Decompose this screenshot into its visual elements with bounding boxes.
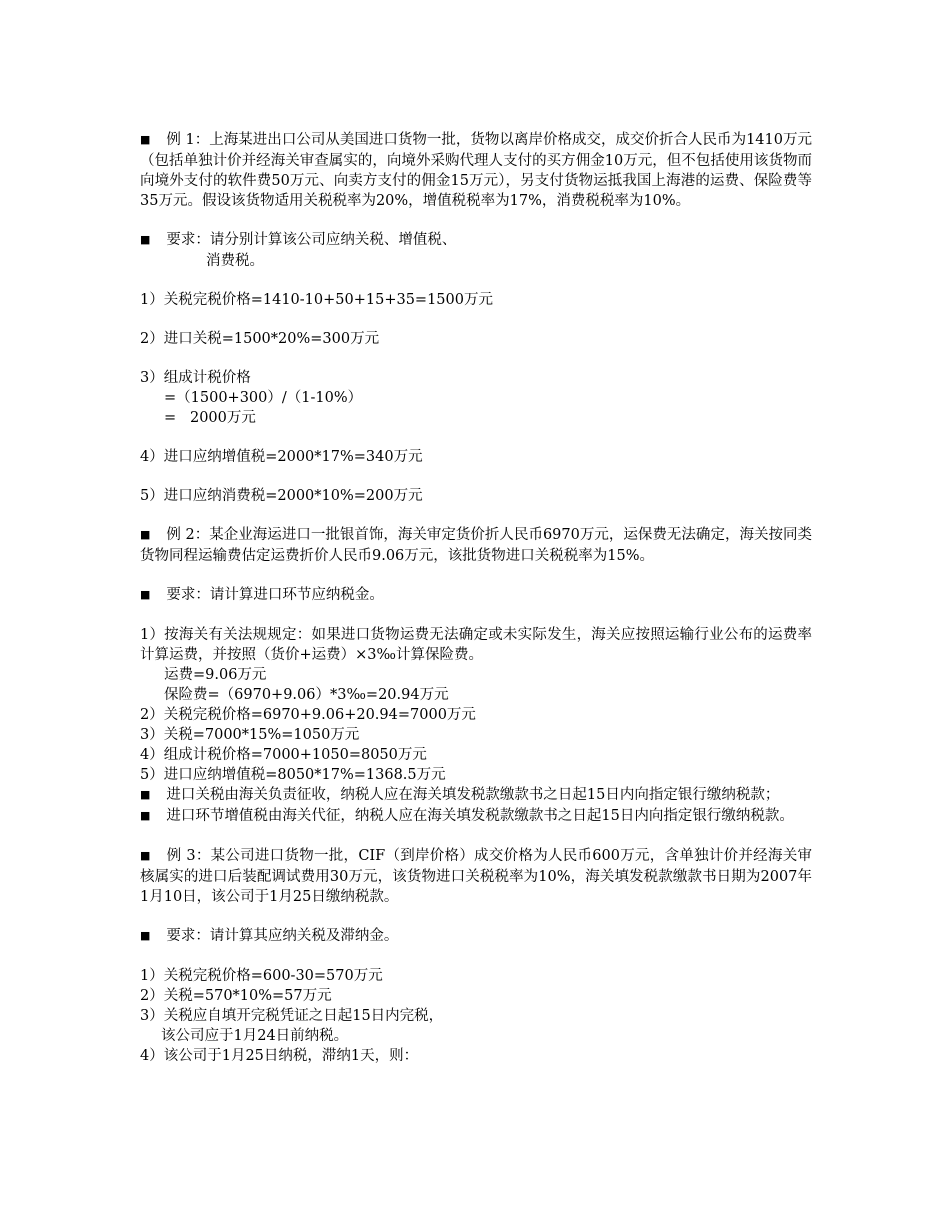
example-1-paragraph: ■ 例 1：上海某进出口公司从美国进口货物一批，货物以离岸价格成交，成交价折合人民币为1410万元（包括单独计价并经海关审查属实的，向境外采购代理人支付的买方佣金10万元，但不包括使用该货物而向境外支付的软件费50万元、向卖方支付的佣金15万元），另支付货物运抵我国上海港的运费、保险费等35万元。假设该货物适用关税税率为20%，增值税税率为17%，消费税税率为10%。	[140, 130, 812, 211]
example-2-step-1: 1）按海关有关法规规定：如果进口货物运费无法确定或未实际发生，海关应按照运输行业公布的运费率计算运费，并按照（货价+运费）×3‰计算保险费。	[140, 627, 812, 663]
example-2-freight: 运费=9.06万元	[164, 667, 267, 683]
example-1-step-4: 4）进口应纳增值税=2000*17%=340万元	[140, 449, 423, 465]
example-2-step-4: 4）组成计税价格=7000+1050=8050万元	[140, 747, 427, 763]
example-2-note-1: ■ 进口关税由海关负责征收，纳税人应在海关填发税款缴款书之日起15日内向指定银行缴纳税款；	[140, 785, 812, 806]
example-3-step-3-cont: 该公司应于1月24日前纳税。	[161, 1028, 349, 1044]
example-1-step-1: 1）关税完税价格=1410-10+50+15+35=1500万元	[140, 292, 493, 308]
document-body	[140, 130, 812, 1066]
example-3-paragraph: ■ 例 3：某公司进口货物一批，CIF（到岸价格）成交价格为人民币600万元，含单独计价并经海关审核属实的进口后装配调试费用30万元，该货物进口关税税率为10%，海关填发税款缴款书日期为2007年1月10日，该公司于1月25日缴纳税款。	[140, 846, 812, 907]
example-1-requirement: ■ 要求：请分别计算该公司应纳关税、增值税、	[140, 230, 812, 251]
example-2-step-5: 5）进口应纳增值税=8050*17%=1368.5万元	[140, 767, 446, 783]
example-2-requirement: ■ 要求：请计算进口环节应纳税金。	[140, 585, 812, 606]
example-3-step-4: 4）该公司于1月25日纳税，滞纳1天，则：	[140, 1048, 419, 1064]
example-1-step-3: 3）组成计税价格	[140, 370, 251, 386]
example-1-requirement-cont: 消费税。	[206, 253, 264, 269]
example-2-note-2: ■ 进口环节增值税由海关代征，纳税人应在海关填发税款缴款书之日起15日内向指定银行缴纳税款。	[140, 806, 812, 827]
example-3-step-1: 1）关税完税价格=600-30=570万元	[140, 968, 383, 984]
example-3-requirement: ■ 要求：请计算其应纳关税及滞纳金。	[140, 926, 812, 947]
example-1-step-3-formula: =（1500+300）/（1-10%）	[164, 390, 363, 406]
example-1-step-3-result: = 2000万元	[164, 410, 256, 426]
example-2-step-3: 3）关税=7000*15%=1050万元	[140, 727, 360, 743]
example-1-step-5: 5）进口应纳消费税=2000*10%=200万元	[140, 488, 423, 504]
example-3-step-3: 3）关税应自填开完税凭证之日起15日内完税，	[140, 1008, 444, 1024]
example-2-paragraph: ■ 例 2：某企业海运进口一批银首饰，海关审定货价折人民币6970万元，运保费无法确定，海关按同类货物同程运输费估定运费折价人民币9.06万元，该批货物进口关税税率为15%。	[140, 525, 812, 566]
example-1-step-2: 2）进口关税=1500*20%=300万元	[140, 331, 380, 347]
example-2-step-2: 2）关税完税价格=6970+9.06+20.94=7000万元	[140, 707, 476, 723]
example-2-insurance: 保险费=（6970+9.06）*3‰=20.94万元	[164, 687, 449, 703]
example-3-step-2: 2）关税=570*10%=57万元	[140, 988, 332, 1004]
